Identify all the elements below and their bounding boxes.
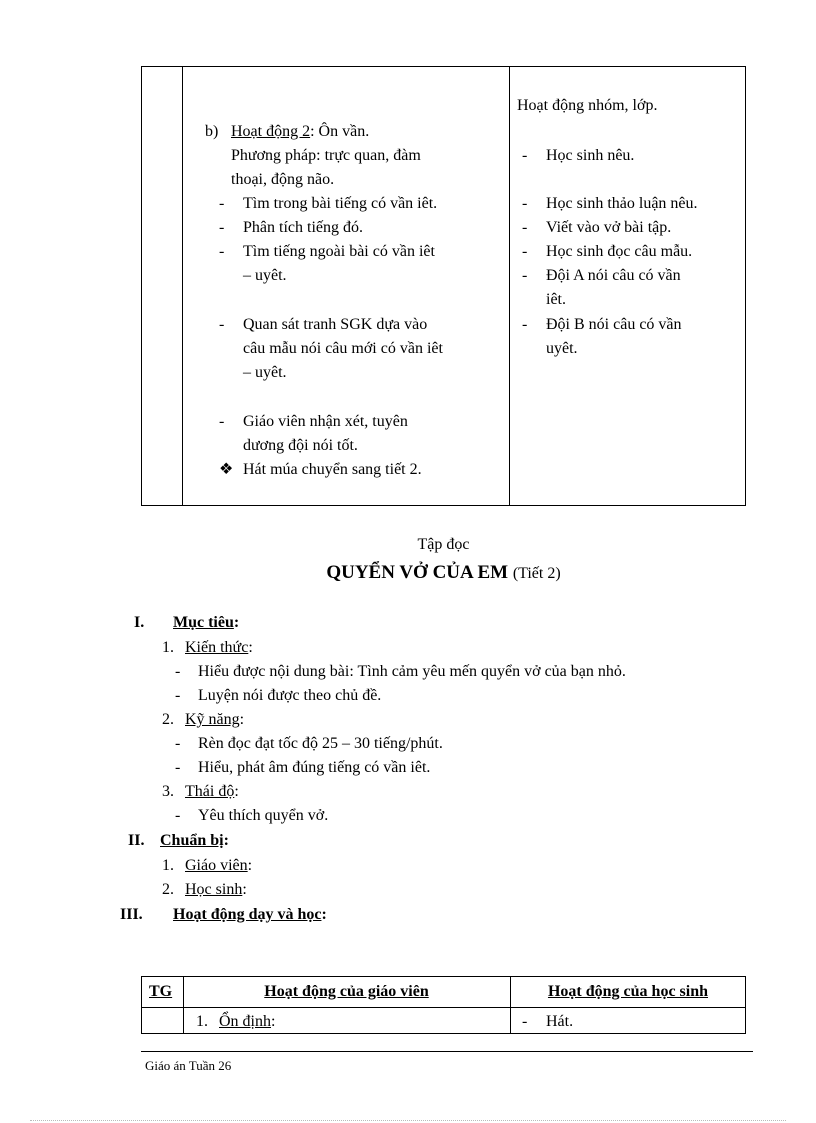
dash: - [175, 663, 181, 680]
sub-2-2-number: 2. [162, 881, 174, 898]
dash: - [175, 759, 181, 776]
student-item-4: Học sinh đọc câu mẫu. [546, 243, 693, 260]
teacher-item-4-line-1: Quan sát tranh SGK dựa vào [243, 316, 428, 333]
student-item-5-line-2: iêt. [546, 291, 566, 308]
student-item-3: Viết vào vở bài tập. [546, 219, 672, 236]
row1-student: Hát. [546, 1013, 574, 1030]
section-1-title: Mục tiêu [173, 614, 234, 631]
activity2-heading-rest: : Ôn vần. [310, 123, 370, 140]
dash: - [219, 413, 225, 430]
row1-number: 1. [196, 1013, 208, 1030]
teacher-item-2: Phân tích tiếng đó. [243, 219, 363, 236]
sub-1-3-number: 3. [162, 783, 174, 800]
teacher-item-5-line-2: dương đội nói tốt. [243, 437, 358, 454]
row1-teacher [219, 1012, 275, 1032]
student-item-6-line-2: uyêt. [546, 340, 578, 357]
header-student: Hoạt động của học sinh [547, 983, 709, 1000]
dash: - [522, 219, 528, 236]
section-2-title: Chuẩn bị [160, 832, 224, 849]
lesson-type: Tập đọc [417, 536, 470, 553]
dash: - [522, 1013, 528, 1030]
sub-1-1-heading [185, 638, 253, 658]
section-1-heading [173, 613, 239, 633]
activity-table-continued [141, 66, 746, 506]
sub-2-2-title: Học sinh [185, 881, 243, 898]
teacher-item-1: Tìm trong bài tiếng có vần iêt. [243, 195, 438, 212]
student-heading: Hoạt động nhóm, lớp. [517, 97, 658, 114]
section-3-heading [173, 905, 327, 925]
knowledge-item-2: Luyện nói được theo chủ đề. [198, 687, 382, 704]
sub-1-2-heading [185, 710, 244, 730]
header-teacher: Hoạt động của giáo viên [264, 983, 429, 1000]
skill-item-1: Rèn đọc đạt tốc độ 25 – 30 tiếng/phút. [198, 735, 443, 752]
teacher-item-4-line-2: câu mẫu nói câu mới có vần iêt [243, 340, 443, 357]
colon: : [248, 639, 253, 656]
sub-2-1-number: 1. [162, 857, 174, 874]
colon: : [271, 1013, 276, 1030]
dash: - [175, 807, 181, 824]
dash: - [219, 243, 225, 260]
teacher-activity-column [183, 67, 510, 505]
dash: - [219, 219, 225, 236]
sub-1-3-heading [185, 782, 239, 802]
activity2-heading [231, 122, 369, 142]
dash: - [522, 267, 528, 284]
dash: - [522, 316, 528, 333]
student-item-2: Học sinh thảo luận nêu. [546, 195, 698, 212]
student-activity-column [510, 67, 745, 505]
section-3-number: III. [120, 906, 143, 923]
attitude-item-1: Yêu thích quyển vở. [198, 807, 329, 824]
activity2-label: Hoạt động 2 [231, 123, 311, 140]
lesson-part: (Tiết 2) [512, 565, 561, 582]
colon: : [223, 832, 229, 849]
sub-1-1-number: 1. [162, 639, 174, 656]
activity-table [141, 976, 746, 1034]
footer-rule [141, 1051, 753, 1052]
skill-item-2: Hiểu, phát âm đúng tiếng có vần iêt. [198, 759, 431, 776]
dash: - [175, 687, 181, 704]
dash: - [219, 316, 225, 333]
student-item-6-line-1: Đội B nói câu có vần [546, 316, 682, 333]
colon: : [321, 906, 327, 923]
method-line-1: Phương pháp: trực quan, đàm [231, 147, 421, 164]
sub-2-2-heading [185, 880, 247, 900]
colon: : [247, 857, 253, 874]
teacher-item-4-line-3: – uyêt. [243, 364, 287, 381]
colon: : [233, 614, 240, 631]
dash: - [175, 735, 181, 752]
section-2-heading [160, 831, 229, 851]
section-1-number: I. [134, 614, 145, 631]
teacher-final-item: Hát múa chuyển sang tiết 2. [243, 461, 422, 478]
activity2-prefix: b) [205, 123, 219, 140]
colon: : [234, 783, 239, 800]
method-line-2: thoại, động não. [231, 171, 335, 188]
sub-2-1-title: Giáo viên [185, 857, 248, 874]
section-3-title: Hoạt động dạy và học [173, 906, 322, 923]
teacher-item-5-line-1: Giáo viên nhận xét, tuyên [243, 413, 408, 430]
colon: : [242, 881, 247, 898]
time-column [142, 67, 183, 505]
page-edge [30, 1120, 786, 1121]
teacher-item-3-line-2: – uyêt. [243, 267, 287, 284]
colon: : [239, 711, 245, 728]
diamond-bullet-icon: ❖ [219, 461, 234, 478]
dash: - [219, 195, 225, 212]
dash: - [522, 195, 528, 212]
lesson-title: QUYỂN VỞ CỦA EM [326, 562, 509, 583]
sub-1-2-title: Kỹ năng [185, 711, 240, 728]
lesson-title-line [141, 562, 746, 584]
sub-2-1-heading [185, 856, 252, 876]
footer-text: Giáo án Tuần 26 [145, 1058, 232, 1073]
teacher-item-3-line-1: Tìm tiếng ngoài bài có vần iêt [243, 243, 435, 260]
dash: - [522, 147, 528, 164]
section-2-number: II. [128, 832, 145, 849]
knowledge-item-1: Hiểu được nội dung bài: Tình cảm yêu mến quyển vở của bạn nhỏ. [198, 663, 626, 680]
sub-1-1-title: Kiến thức [185, 639, 249, 656]
sub-1-3-title: Thái độ [185, 783, 235, 800]
sub-1-2-number: 2. [162, 711, 174, 728]
student-item-1: Học sinh nêu. [546, 147, 635, 164]
dash: - [522, 243, 528, 260]
row1-teacher-title: Ổn định [219, 1013, 271, 1030]
student-item-5-line-1: Đội A nói câu có vần [546, 267, 681, 284]
header-tg: TG [149, 983, 173, 1000]
